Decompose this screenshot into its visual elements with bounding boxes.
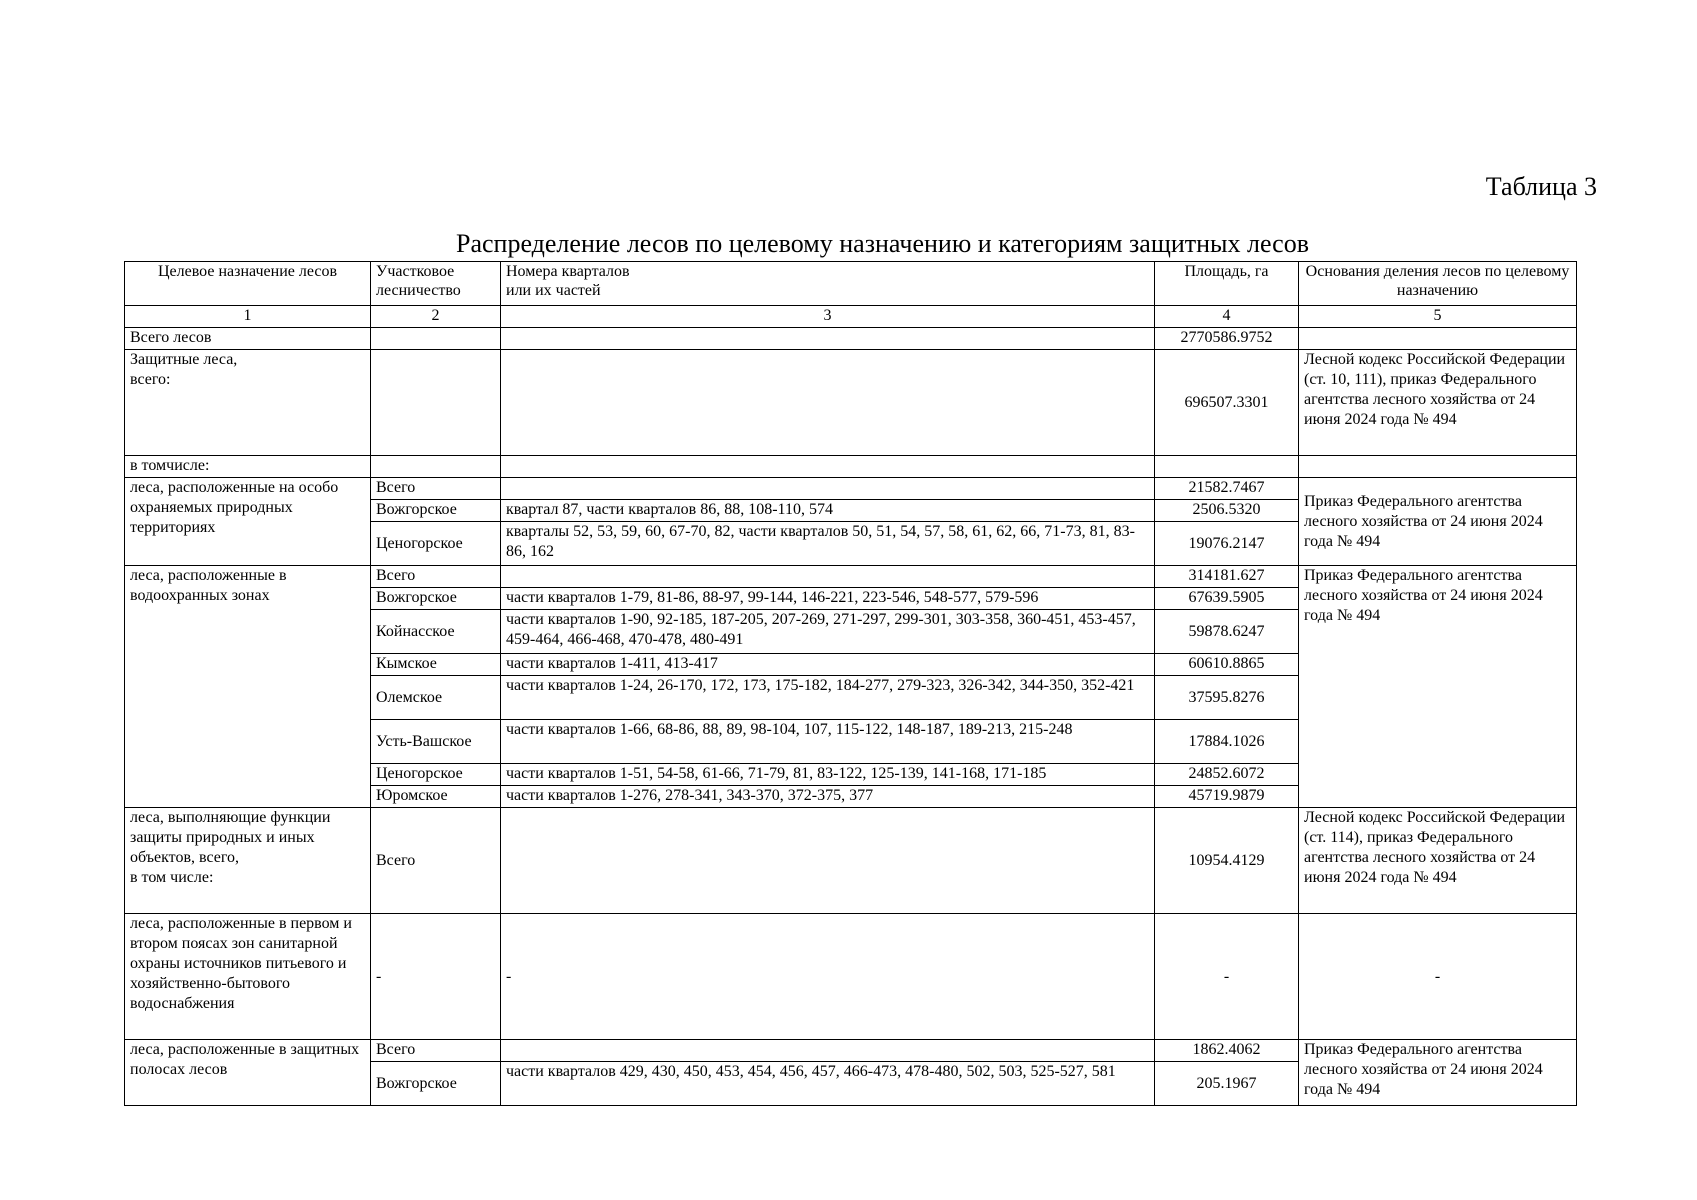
table-row: [125, 456, 1577, 478]
sanitary-district: -: [371, 914, 501, 1040]
total-label: Всего лесов: [125, 328, 371, 350]
table-row: [125, 914, 1577, 1040]
header-quarters-line1: Номера кварталов: [506, 263, 630, 280]
oopt-area-2: 19076.2147: [1155, 522, 1299, 566]
water-district-7: Юромское: [371, 786, 501, 808]
sanitary-quarters: -: [501, 914, 1155, 1040]
header-basis: Основания деления лесов по целевому назначению: [1299, 262, 1577, 306]
water-district-5: Усть-Вашское: [371, 720, 501, 764]
water-area-3: 60610.8865: [1155, 654, 1299, 676]
oopt-label: леса, расположенные на особо охраняемых природных территориях: [125, 478, 371, 566]
table-number-label: Таблица 3: [1485, 172, 1597, 201]
header-area: Площадь, га: [1155, 262, 1299, 306]
belts-quarters-0: [501, 1040, 1155, 1062]
belts-label: леса, расположенные в защитных полосах лесов: [125, 1040, 371, 1106]
oopt-quarters-0: [501, 478, 1155, 500]
water-quarters-0: [501, 566, 1155, 588]
water-quarters-2: части кварталов 1-90, 92-185, 187-205, 207-269, 271-297, 299-301, 303-358, 360-451, 453-457, 459-464, 466-468, 470-478, 480-491: [501, 610, 1155, 654]
protection-func-basis: Лесной кодекс Российской Федерации (ст. 114), приказ Федерального агентства лесного хозяйства от 24 июня 2024 года № 494: [1299, 808, 1577, 914]
water-district-2: Койнасское: [371, 610, 501, 654]
col-num-2: 2: [371, 306, 501, 328]
belts-district-1: Вожгорское: [371, 1062, 501, 1106]
water-district-3: Кымское: [371, 654, 501, 676]
water-district-6: Ценогорское: [371, 764, 501, 786]
protective-basis: Лесной кодекс Российской Федерации (ст. 10, 111), приказ Федерального агентства лесного хозяйства от 24 июня 2024 года № 494: [1299, 350, 1577, 456]
protective-label-line2: всего:: [130, 371, 171, 388]
water-district-1: Вожгорское: [371, 588, 501, 610]
table-header-row: [125, 262, 1577, 306]
table-row: [125, 1040, 1577, 1062]
header-quarters: [501, 262, 1155, 306]
water-area-1: 67639.5905: [1155, 588, 1299, 610]
protective-area: 696507.3301: [1155, 350, 1299, 456]
water-quarters-4: части кварталов 1-24, 26-170, 172, 173, 175-182, 184-277, 279-323, 326-342, 344-350, 352-421: [501, 676, 1155, 720]
header-purpose: Целевое назначение лесов: [125, 262, 371, 306]
including-label: в томчисле:: [125, 456, 371, 478]
total-area: 2770586.9752: [1155, 328, 1299, 350]
oopt-area-1: 2506.5320: [1155, 500, 1299, 522]
water-quarters-1: части кварталов 1-79, 81-86, 88-97, 99-144, 146-221, 223-546, 548-577, 579-596: [501, 588, 1155, 610]
belts-area-0: 1862.4062: [1155, 1040, 1299, 1062]
column-numbers-row: [125, 306, 1577, 328]
col-num-5: 5: [1299, 306, 1577, 328]
water-area-4: 37595.8276: [1155, 676, 1299, 720]
protective-label-line1: Защитные леса,: [130, 351, 238, 368]
protection-func-label: [125, 808, 371, 914]
oopt-district-2: Ценогорское: [371, 522, 501, 566]
protective-label: [125, 350, 371, 456]
oopt-district-1: Вожгорское: [371, 500, 501, 522]
col-num-3: 3: [501, 306, 1155, 328]
col-num-4: 4: [1155, 306, 1299, 328]
protection-func-district: Всего: [371, 808, 501, 914]
table-title: Распределение лесов по целевому назначению и категориям защитных лесов: [456, 229, 1309, 258]
protection-func-label-line1: леса, выполняющие функции защиты природных и иных объектов, всего,: [130, 809, 331, 866]
table-row: [125, 808, 1577, 914]
oopt-quarters-1: квартал 87, части кварталов 86, 88, 108-110, 574: [501, 500, 1155, 522]
belts-area-1: 205.1967: [1155, 1062, 1299, 1106]
water-quarters-6: части кварталов 1-51, 54-58, 61-66, 71-79, 81, 83-122, 125-139, 141-168, 171-185: [501, 764, 1155, 786]
table-row: [125, 328, 1577, 350]
header-quarters-line2: или их частей: [506, 282, 601, 299]
water-area-7: 45719.9879: [1155, 786, 1299, 808]
col-num-1: 1: [125, 306, 371, 328]
water-quarters-3: части кварталов 1-411, 413-417: [501, 654, 1155, 676]
water-label: леса, расположенные в водоохранных зонах: [125, 566, 371, 808]
table-row: [125, 350, 1577, 456]
table-row: [125, 478, 1577, 500]
sanitary-area: -: [1155, 914, 1299, 1040]
sanitary-label: леса, расположенные в первом и втором поясах зон санитарной охраны источников питьевого и хозяйственно-бытового водоснабжения: [125, 914, 371, 1040]
water-district-4: Олемское: [371, 676, 501, 720]
sanitary-basis: -: [1299, 914, 1577, 1040]
header-district: Участковое лесничество: [371, 262, 501, 306]
water-quarters-5: части кварталов 1-66, 68-86, 88, 89, 98-104, 107, 115-122, 148-187, 189-213, 215-248: [501, 720, 1155, 764]
oopt-basis: Приказ Федерального агентства лесного хозяйства от 24 июня 2024 года № 494: [1299, 478, 1577, 566]
water-district-0: Всего: [371, 566, 501, 588]
water-area-2: 59878.6247: [1155, 610, 1299, 654]
oopt-area-0: 21582.7467: [1155, 478, 1299, 500]
belts-district-0: Всего: [371, 1040, 501, 1062]
belts-quarters-1: части кварталов 429, 430, 450, 453, 454, 456, 457, 466-473, 478-480, 502, 503, 525-527, 581: [501, 1062, 1155, 1106]
water-area-5: 17884.1026: [1155, 720, 1299, 764]
oopt-quarters-2: кварталы 52, 53, 59, 60, 67-70, 82, части кварталов 50, 51, 54, 57, 58, 61, 62, 66, 71-73, 81, 83-86, 162: [501, 522, 1155, 566]
belts-basis: Приказ Федерального агентства лесного хозяйства от 24 июня 2024 года № 494: [1299, 1040, 1577, 1106]
water-area-0: 314181.627: [1155, 566, 1299, 588]
protection-func-label-line2: в том числе:: [130, 869, 214, 886]
table-row: [125, 566, 1577, 588]
water-area-6: 24852.6072: [1155, 764, 1299, 786]
oopt-district-0: Всего: [371, 478, 501, 500]
protection-func-area: 10954.4129: [1155, 808, 1299, 914]
forest-distribution-table: [124, 261, 1577, 1106]
water-quarters-7: части кварталов 1-276, 278-341, 343-370, 372-375, 377: [501, 786, 1155, 808]
water-basis: Приказ Федерального агентства лесного хозяйства от 24 июня 2024 года № 494: [1299, 566, 1577, 808]
